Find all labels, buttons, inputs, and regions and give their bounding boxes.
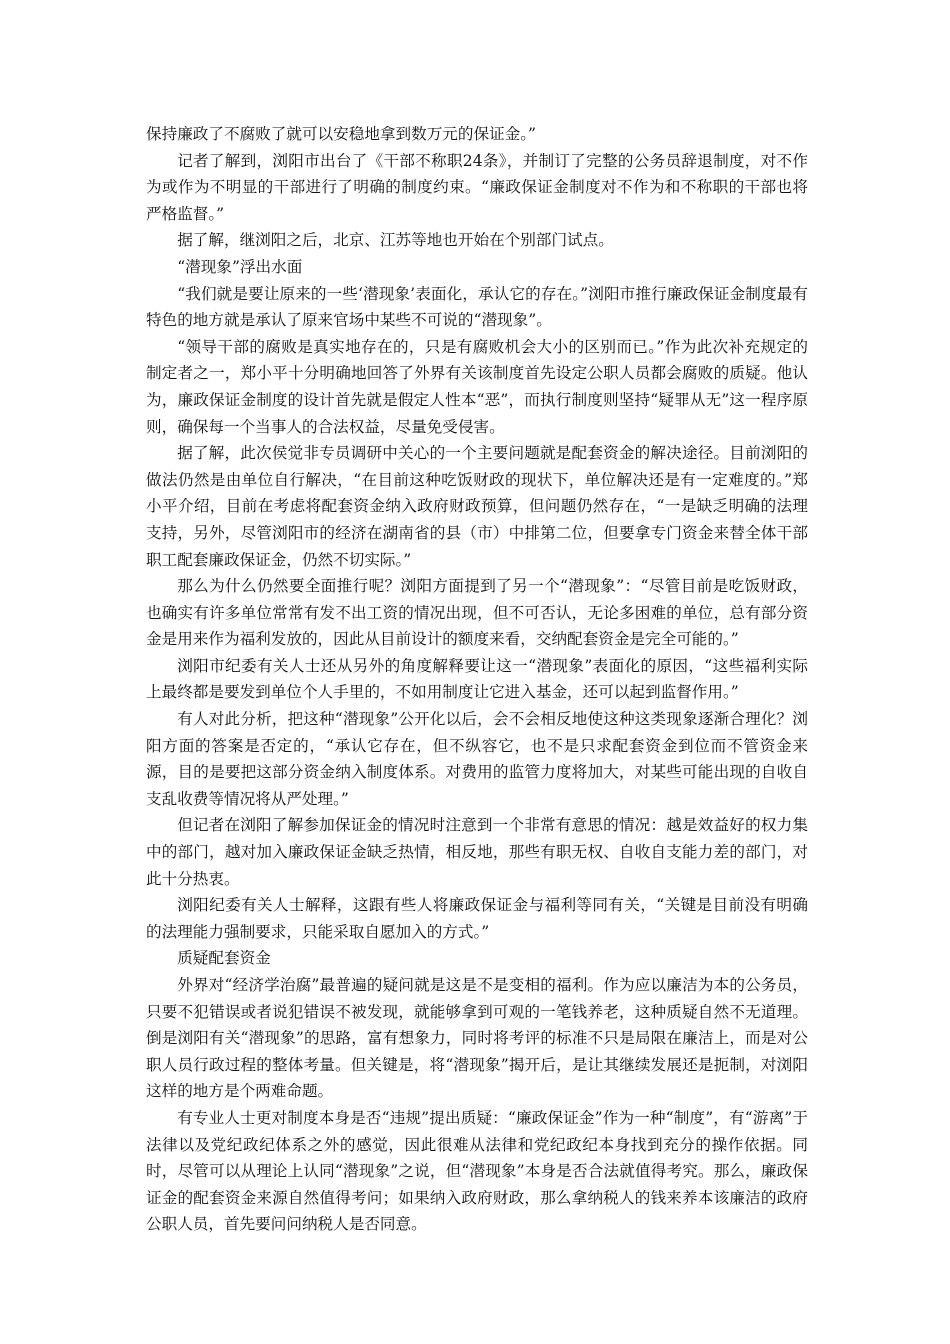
paragraph: 有专业人士更对制度本身是否“违规”提出质疑：“廉政保证金”作为一种“制度”，有“游离”于法律以及党纪政纪体系之外的感觉，因此很难从法律和党纪政纪本身找到充分的操作依据。同时，尽管可以从理论上认同“潜现象”之说，但“潜现象”本身是否合法就值得考究。那么，廉政保证金的配套资金来源自然值得考问；如果纳入政府财政，那么拿纳税人的钱来养本该廉洁的政府公职人员，首先要问问纳税人是否同意。 (146, 1108, 808, 1234)
paragraph: “我们就是要让原来的一些‘潜现象’表面化，承认它的存在。”浏阳市推行廉政保证金制度最有特色的地方就是承认了原来官场中某些不可说的“潜现象”。 (146, 284, 808, 330)
section-heading: “潜现象”浮出水面 (177, 257, 303, 276)
paragraph: 记者了解到，浏阳市出台了《干部不称职24条》，并制订了完整的公务员辞退制度，对不作为或作为不明显的干部进行了明确的制度约束。“廉政保证金制度对不作为和不称职的干部也将严格监督。” (146, 151, 808, 223)
paragraph: 浏阳纪委有关人士解释，这跟有些人将廉政保证金与福利等同有关，“关键是目前没有明确的法理能力强制要求，只能采取自愿加入的方式。” (146, 896, 808, 941)
paragraph: “领导干部的腐败是真实地存在的，只是有腐败机会大小的区别而已。”作为此次补充规定的制定者之一，郑小平十分明确地回答了外界有关该制度首先设定公职人员都会腐败的质疑。他认为，廉政保证金制度的设计首先就是假定人性本“恶”，而执行制度则坚持“疑罪从无”这一程序原则，确保每一个当事人的合法权益，尽量免受侵害。 (146, 337, 808, 436)
paragraph-continuation: 保持廉政了不腐败了就可以安稳地拿到数万元的保证金。” (146, 125, 537, 143)
paragraph: 据了解，此次侯觉非专员调研中关心的一个主要问题就是配套资金的解决途径。目前浏阳的做法仍然是由单位自行解决，“在目前这种吃饭财政的现状下，单位解决还是有一定难度的。”郑小平介绍，目前在考虑将配套资金纳入政府财政预算，但问题仍然存在，“一是缺乏明确的法理支持，另外，尽管浏阳市的经济在湖南省的县（市）中排第二位，但要拿专门资金来替全体干部职工配套廉政保证金，仍然不切实际。” (146, 444, 808, 569)
section-heading: 质疑配套资金 (177, 949, 271, 968)
paragraph: 外界对“经济学治腐”最普遍的疑问就是这是不是变相的福利。作为应以廉洁为本的公务员，只要不犯错误或者说犯错误不被发现，就能够拿到可观的一笔钱养老，这种质疑自然不无道理。倒是浏阳有关“潜现象”的思路，富有想象力，同时将考评的标准不只是局限在廉洁上，而是对公职人员行政过程的整体考量。但关键是，将“潜现象”揭开后，是让其继续发展还是扼制，对浏阳这样的地方是个两难命题。 (146, 976, 808, 1101)
paragraph: 有人对此分析，把这种“潜现象”公开化以后，会不会相反地使这种这类现象逐渐合理化？浏阳方面的答案是否定的，“承认它存在，但不纵容它，也不是只求配套资金到位而不管资金来源，目的是要把这部分资金纳入制度体系。对费用的监管力度将加大，对某些可能出现的自收自支乱收费等情况将从严处理。” (146, 710, 808, 808)
paragraph: 浏阳市纪委有关人士还从另外的角度解释要让这一“潜现象”表面化的原因，“这些福利实际上最终都是要发到单位个人手里的，不如用制度让它进入基金，还可以起到监督作用。” (146, 656, 808, 702)
paragraph: 那么为什么仍然要全面推行呢？浏阳方面提到了另一个“潜现象”：“尽管目前是吃饭财政，也确实有许多单位常常有发不出工资的情况出现，但不可否认，无论多困难的单位，总有部分资金是用来作为福利发放的，因此从目前设计的额度来看，交纳配套资金是完全可能的。” (146, 577, 808, 649)
paragraph: 据了解，继浏阳之后，北京、江苏等地也开始在个别部门试点。 (177, 231, 614, 250)
article-body (146, 121, 808, 1238)
paragraph: 但记者在浏阳了解参加保证金的情况时注意到一个非常有意思的情况：越是效益好的权力集中的部门，越对加入廉政保证金缺乏热情，相反地，那些有职无权、自收自支能力差的部门，对此十分热衷。 (146, 816, 808, 888)
